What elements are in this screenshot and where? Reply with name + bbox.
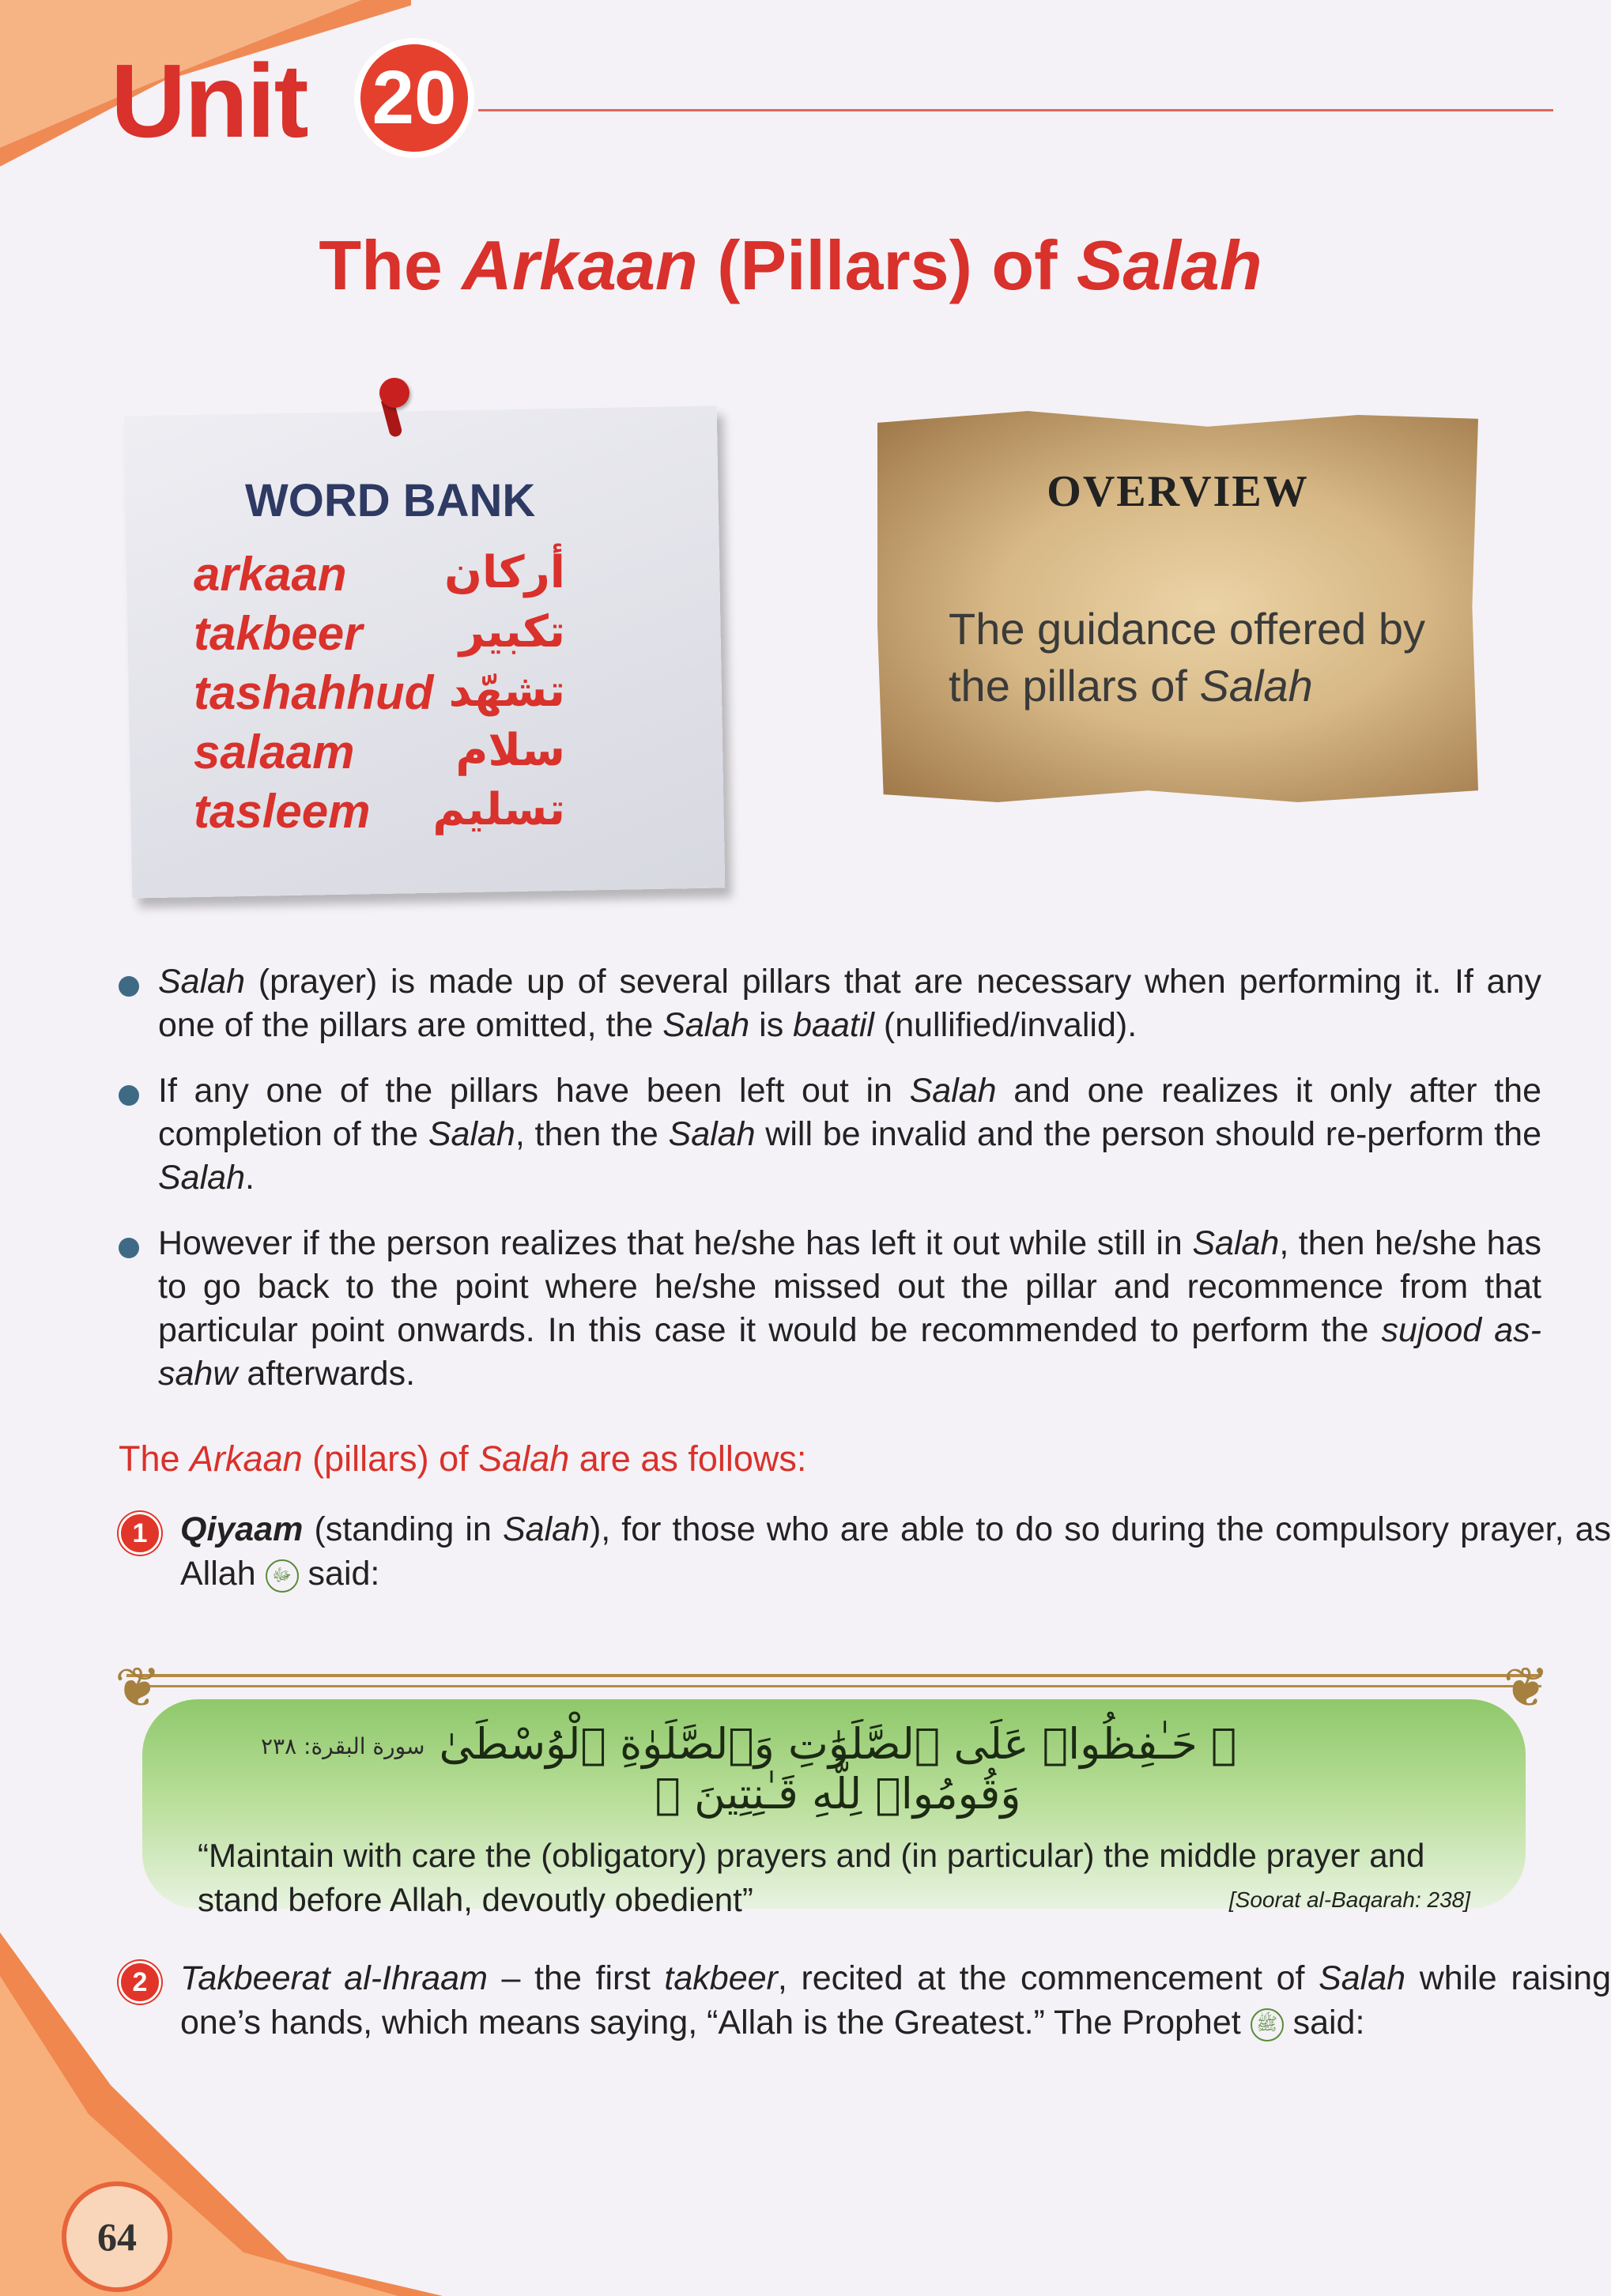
- word-bank-term: salaam: [194, 726, 355, 779]
- word-bank-term: tasleem: [194, 785, 371, 838]
- word-bank-entry: [194, 665, 565, 722]
- bullet-dot-icon: [119, 1085, 139, 1106]
- word-bank-arabic: أركان: [444, 547, 565, 598]
- verse-reference: [Soorat al-Baqarah: 238]: [1228, 1887, 1470, 1912]
- bullet-item: If any one of the pillars have been left out in Salah and one realizes it only after the completion of the Salah, then the Salah will be invalid and the person should re-perform the Salah.: [119, 1069, 1541, 1200]
- bullet-dot-icon: [119, 1238, 139, 1258]
- word-bank-entry: [194, 725, 565, 782]
- word-bank-term: tashahhud: [194, 666, 434, 719]
- page-number: 64: [62, 2181, 172, 2292]
- verse-translation: “Maintain with care the (obligatory) prayers and (in particular) the middle prayer and stand before Allah, devoutly obedient”: [198, 1837, 1425, 1918]
- flourish-left-icon: ❦: [115, 1657, 161, 1718]
- page-title: The Arkaan (Pillars) of Salah: [319, 226, 1262, 304]
- number-badge: 2: [119, 1961, 161, 2004]
- word-bank-term: arkaan: [194, 548, 347, 601]
- word-bank-arabic: تشهّد: [448, 665, 565, 717]
- word-bank-entry: [194, 784, 565, 841]
- bullet-item: However if the person realizes that he/she has left it out while still in Salah, then he/she has to go back to the point where he/she missed out the pillar and recommence from that particular point onwards. In this case it would be recommended to perform the sujood as-sahw afterwards.: [119, 1222, 1541, 1396]
- honorific-icon: ﷻ: [266, 1559, 299, 1593]
- overview-text: The guidance offered by the pillars of Salah: [949, 604, 1425, 711]
- overview-title: OVERVIEW: [1047, 467, 1309, 516]
- pushpin-icon: [379, 378, 409, 408]
- unit-label: Unit: [111, 43, 307, 159]
- verse-divider: [126, 1674, 1541, 1687]
- word-bank-entry: [194, 606, 565, 663]
- pillar-item-1: 1 Qiyaam (standing in Salah), for those who are able to do so during the compulsory prayer, as Allah ﷻ said:: [119, 1507, 1611, 1596]
- section-heading: The Arkaan (pillars) of Salah are as follows:: [119, 1438, 807, 1479]
- pillar-item-2: 2 Takbeerat al-Ihraam – the first takbeer, recited at the commencement of Salah while raising one’s hands, which means saying, “Allah is the Greatest.” The Prophet ﷺ said:: [119, 1956, 1611, 2045]
- unit-number-badge: 20: [354, 38, 474, 158]
- number-badge: 1: [119, 1512, 161, 1555]
- bullet-dot-icon: [119, 976, 139, 997]
- bullet-list: [119, 960, 1541, 1418]
- bullet-item: Salah (prayer) is made up of several pillars that are necessary when performing it. If any one of the pillars are omitted, the Salah is baatil (nullified/invalid).: [119, 960, 1541, 1047]
- verse-arabic: ﴿ حَـٰفِظُوا۟ عَلَى ٱلصَّلَوَٰتِ وَٱلصَّلَوٰةِ ٱلْوُسْطَىٰ وَقُومُوا۟ لِلَّهِ قَـٰنِتِينَ ﴾: [439, 1719, 1237, 1819]
- honorific-icon: ﷺ: [1251, 2008, 1284, 2042]
- word-bank-arabic: تكبير: [458, 606, 565, 658]
- word-bank-title: WORD BANK: [245, 475, 536, 526]
- word-bank-term: takbeer: [194, 607, 363, 660]
- word-bank-arabic: سلام: [455, 725, 565, 776]
- word-bank-arabic: تسليم: [432, 784, 565, 835]
- flourish-right-icon: ❦: [1503, 1657, 1549, 1718]
- unit-divider: [478, 109, 1553, 111]
- word-bank-entry: [194, 547, 565, 604]
- verse-reference-arabic: سورة البقرة: ٢٣٨: [261, 1733, 425, 1759]
